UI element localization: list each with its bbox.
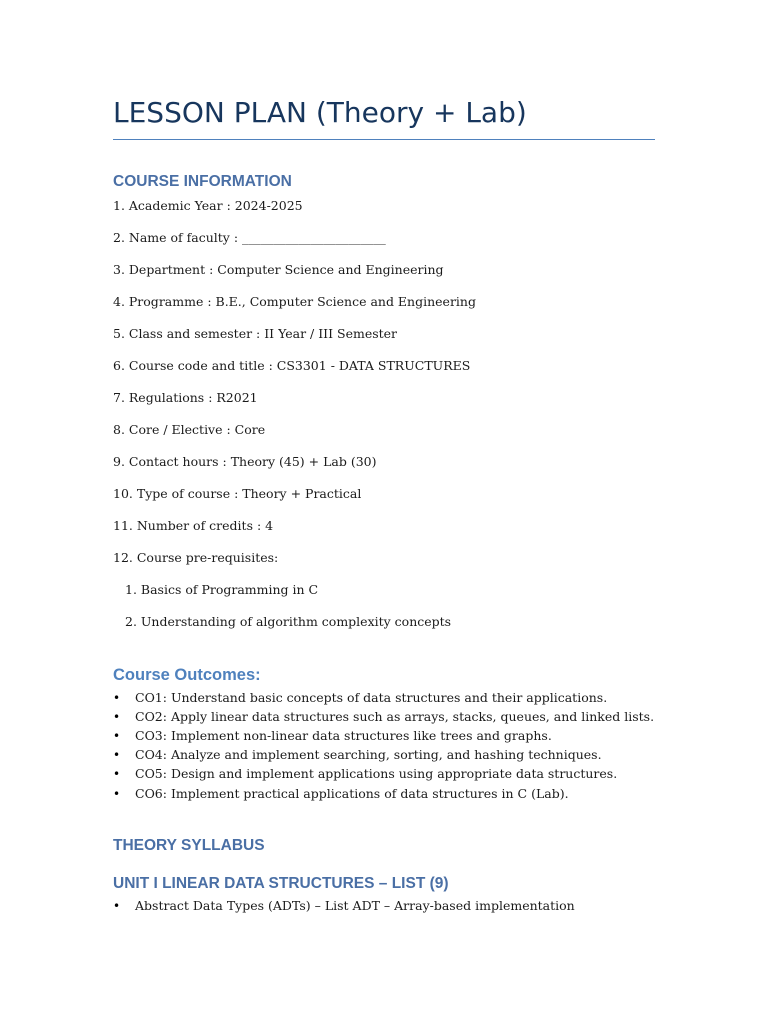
info-regulations: 7. Regulations : R2021 [113, 390, 258, 405]
bullet-icon: • [113, 710, 121, 724]
course-outcome-text: CO5: Design and implement applications using appropriate data structures. [135, 766, 618, 781]
unit-1-heading: UNIT I LINEAR DATA STRUCTURES – LIST (9) [113, 875, 449, 892]
info-course-type: 10. Type of course : Theory + Practical [113, 486, 362, 501]
info-academic-year: 1. Academic Year : 2024-2025 [113, 198, 303, 213]
bullet-icon: • [113, 748, 121, 762]
prerequisite-item: 2. Understanding of algorithm complexity concepts [125, 614, 452, 629]
bullet-icon: • [113, 691, 121, 705]
prerequisite-item: 1. Basics of Programming in C [125, 582, 319, 597]
info-programme: 4. Programme : B.E., Computer Science and Engineering [113, 294, 476, 309]
info-credits: 11. Number of credits : 4 [113, 518, 274, 533]
info-contact-hours: 9. Contact hours : Theory (45) + Lab (30) [113, 454, 377, 469]
info-class-semester: 5. Class and semester : II Year / III Semester [113, 326, 398, 341]
bullet-icon: • [113, 729, 121, 743]
theory-syllabus-heading: THEORY SYLLABUS [113, 837, 265, 854]
info-core-elective: 8. Core / Elective : Core [113, 422, 266, 437]
info-course-code-title: 6. Course code and title : CS3301 - DATA STRUCTURES [113, 358, 471, 373]
syllabus-topic-text: Abstract Data Types (ADTs) – List ADT – Array-based implementation [135, 898, 575, 913]
course-information-heading: COURSE INFORMATION [113, 173, 292, 190]
info-faculty-name: 2. Name of faculty : _______________________ [113, 230, 386, 245]
course-outcome-text: CO1: Understand basic concepts of data structures and their applications. [135, 690, 608, 705]
title-underline [113, 139, 655, 140]
course-outcome-text: CO4: Analyze and implement searching, sorting, and hashing techniques. [135, 747, 602, 762]
course-outcomes-heading: Course Outcomes: [113, 666, 261, 684]
course-outcome-text: CO2: Apply linear data structures such as arrays, stacks, queues, and linked lists. [135, 709, 655, 724]
course-outcome-text: CO3: Implement non-linear data structures like trees and graphs. [135, 728, 552, 743]
course-outcome-text: CO6: Implement practical applications of data structures in C (Lab). [135, 786, 569, 801]
info-prerequisites-label: 12. Course pre-requisites: [113, 550, 279, 565]
info-department: 3. Department : Computer Science and Engineering [113, 262, 444, 277]
bullet-icon: • [113, 767, 121, 781]
bullet-icon: • [113, 787, 121, 801]
bullet-icon: • [113, 899, 121, 913]
page-title: LESSON PLAN (Theory + Lab) [113, 96, 527, 129]
